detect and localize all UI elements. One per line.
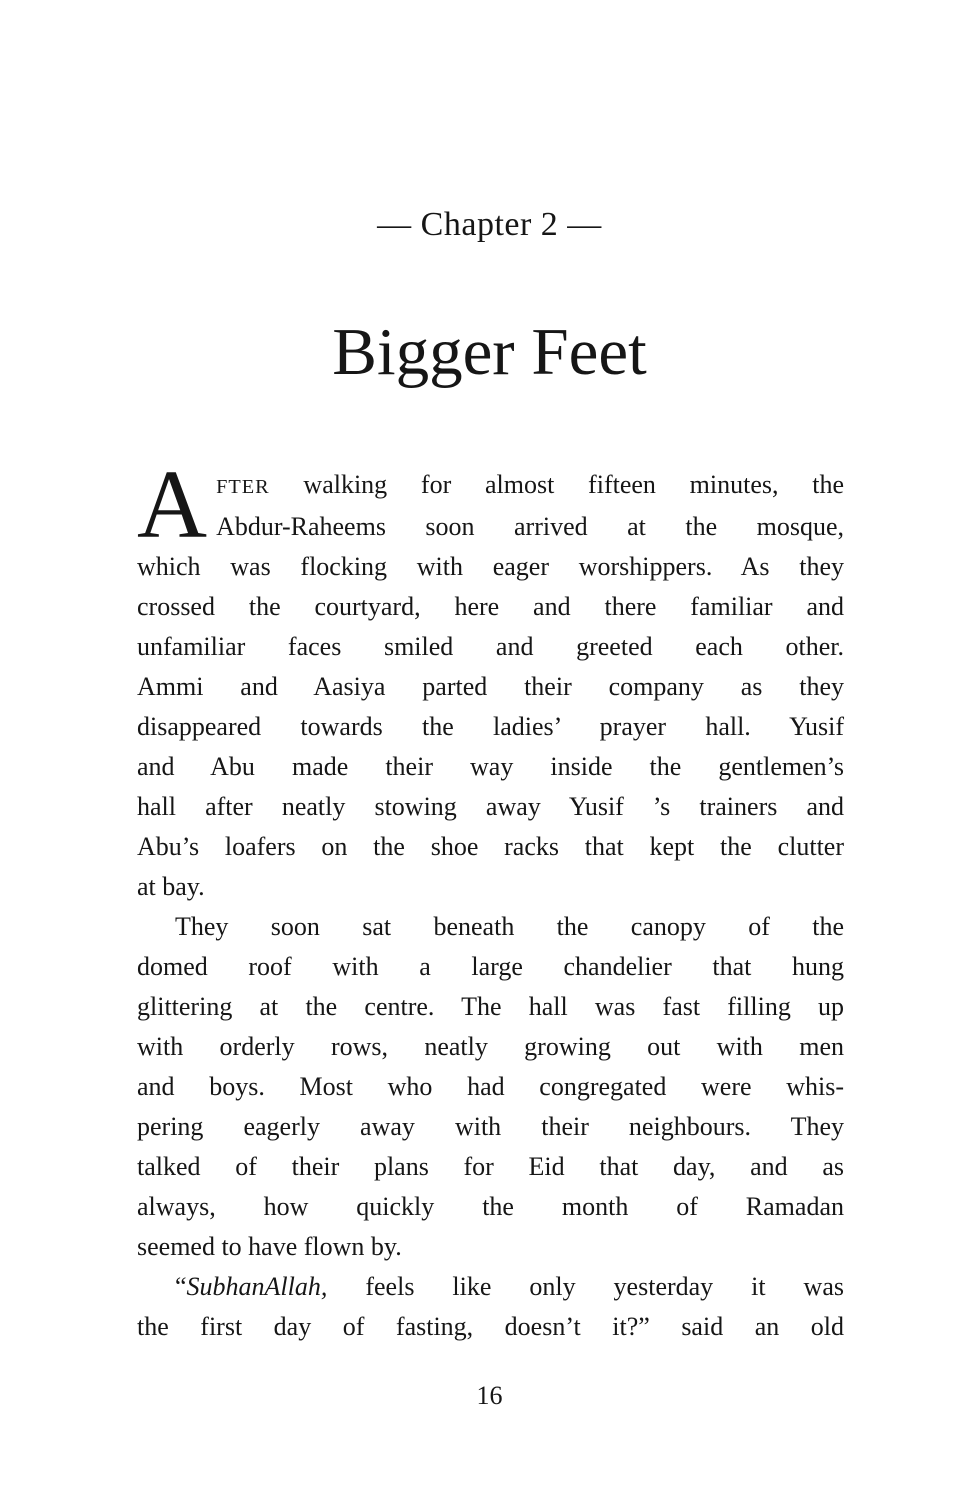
text-line: Ammi and Aasiya parted their company as they	[137, 672, 844, 701]
italic-phrase: SubhanAllah,	[186, 1272, 328, 1301]
chapter-label: — Chapter 2 —	[377, 206, 602, 243]
text-line: pering eagerly away with their neighbours. They	[137, 1112, 844, 1141]
text-line: hall after neatly stowing away Yusif ’s trainers and	[137, 792, 844, 821]
text-line: and boys. Most who had congregated were whis-	[137, 1072, 844, 1101]
text-line: the first day of fasting, doesn’t it?” said an old	[137, 1312, 844, 1341]
text-line	[137, 465, 844, 507]
text-line	[137, 1267, 844, 1307]
small-caps-word: FTER	[216, 476, 270, 498]
body-text	[137, 451, 844, 1347]
quote-mark: “	[175, 1272, 187, 1301]
paragraph-1	[137, 451, 844, 907]
drop-cap: A	[137, 451, 208, 558]
text-line: disappeared towards the ladies’ prayer hall. Yusif	[137, 712, 844, 741]
text-line: and Abu made their way inside the gentlemen’s	[137, 752, 844, 781]
text-line: always, how quickly the month of Ramadan	[137, 1192, 844, 1221]
text-line: unfamiliar faces smiled and greeted each other.	[137, 632, 844, 661]
text-line: domed roof with a large chandelier that hung	[137, 952, 844, 981]
text-line: talked of their plans for Eid that day, and as	[137, 1152, 844, 1181]
text-line: which was flocking with eager worshippers. As they	[137, 552, 844, 581]
page-number: 16	[476, 1381, 503, 1410]
text-line: with orderly rows, neatly growing out with men	[137, 1032, 844, 1061]
line-text: feels like only yesterday it was	[327, 1272, 844, 1301]
paragraph-3	[137, 1267, 844, 1347]
text-line: Abu’s loafers on the shoe racks that kept the clutter	[137, 832, 844, 861]
page-title: Bigger Feet	[332, 315, 647, 389]
text-line: seemed to have flown by.	[137, 1232, 402, 1261]
text-line: Abdur-Raheems soon arrived at the mosque,	[216, 512, 844, 541]
text-line: glittering at the centre. The hall was fast filling up	[137, 992, 844, 1021]
text-line: crossed the courtyard, here and there familiar and	[137, 592, 844, 621]
paragraph-2	[137, 907, 844, 1267]
line-text: walking for almost fifteen minutes, the	[269, 470, 844, 499]
text-line: They soon sat beneath the canopy of the	[175, 912, 844, 941]
text-line: at bay.	[137, 872, 205, 901]
